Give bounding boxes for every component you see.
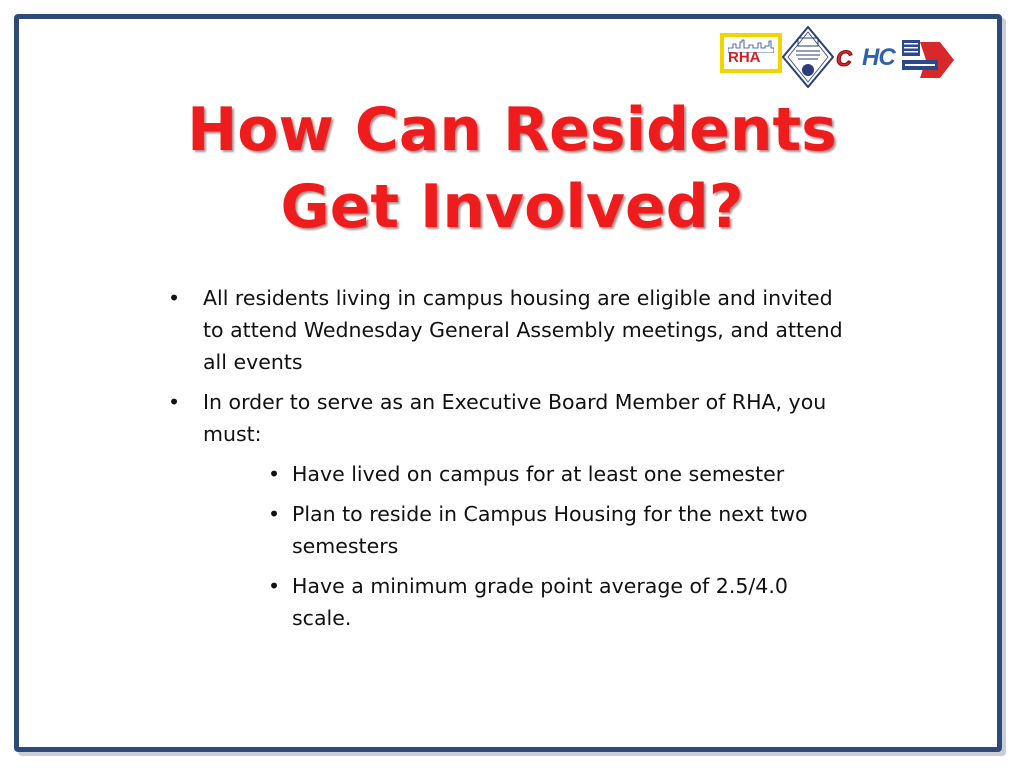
bullet-item (168, 282, 843, 378)
rha-logo (720, 33, 782, 73)
bullet-dot: • (168, 286, 181, 310)
project-lead-logo (900, 38, 956, 82)
slide-title (0, 92, 1024, 246)
sub-bullet-item (268, 498, 852, 562)
c-logo: C (836, 46, 852, 71)
bullet-text: All residents living in campus housing are eligible and invited to attend Wednesday General Assembly meetings, and attend all events (203, 286, 843, 374)
title-line-1: How Can Residents (187, 95, 837, 165)
sub-bullet-item (268, 458, 852, 490)
bullet-item (168, 386, 843, 450)
bullet-list (168, 282, 858, 642)
sub-bullet-dot: • (268, 462, 281, 486)
sub-bullet-text: Plan to reside in Campus Housing for the next two semesters (292, 502, 808, 558)
sub-bullet-dot: • (268, 502, 281, 526)
rha-logo-text: RHA (728, 49, 761, 66)
sub-bullet-item (268, 570, 852, 634)
title-line-2: Get Involved? (280, 172, 744, 242)
hc-logo: HC (862, 44, 895, 71)
sub-bullet-dot: • (268, 574, 281, 598)
bullet-text: In order to serve as an Executive Board Member of RHA, you must: (203, 390, 827, 446)
bullet-dot: • (168, 390, 181, 414)
sub-bullet-list (168, 458, 858, 634)
sub-bullet-text: Have a minimum grade point average of 2.5/4.0 scale. (292, 574, 788, 630)
sub-bullet-text: Have lived on campus for at least one semester (292, 462, 785, 486)
nrhh-diamond-logo (782, 26, 834, 88)
